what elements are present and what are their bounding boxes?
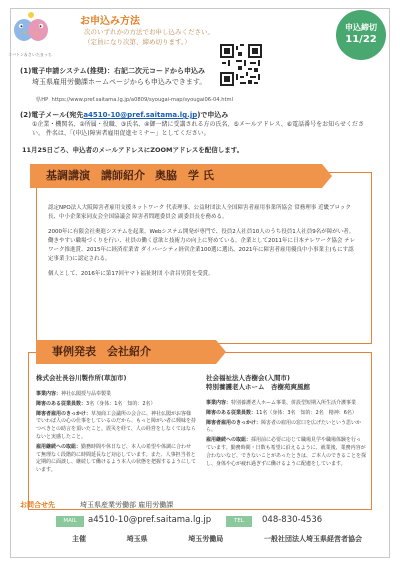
continuation-row: [206, 437, 366, 468]
method2-instructions: ①企業・機関名、②所属・役職、③氏名、④御一緒に受講される方の氏名、⑤メールアドレス、⑥電話番号をお知らせください。 件名は、「(申込)障害者雇用促進セミナー」としてください。: [32, 121, 364, 137]
continuation-value: 採用前に必要に応じて職場見学や職場体験を行っています。勤務時間・日数も希望に沿えるように、就業後、業務内容が合わないなど、できないことがあったときは、ご本人のできることを探し、身体や心が疲れ過ぎずに働けるように配慮をしています。: [206, 437, 366, 467]
sponsor-item: 埼玉県: [126, 535, 148, 543]
method2-title: [20, 110, 228, 120]
profile-paragraph: 2000年に有限会社奥進システムを起業。Webシステム開発が専門で、役員2人社員10人のうち役員1人社員9名が障がい者。働きやすい職場づくりを行い、社員の働く意欲と技術力の向上に努めている。企業として2011年に日本テレワーク協会 テレワーク推進賞、2015年に経済産業省 ダイバーシティ経営企業100選に選出、2021年に障害者雇用優良中小事業主(もにす認定事業主)に認定される。: [48, 229, 356, 262]
employees-label: 障害のある従業員数：: [36, 400, 87, 407]
contact-email-link[interactable]: a4510-10@pref.saitama.lg.jp: [88, 515, 212, 525]
business-row: [36, 391, 196, 399]
continuation-value: 勤務時間や休日など、本人の希望や体調に合わせて無理なく段階的に時間延長など対応しています。また、人事担当者と定期的に面談し、継続して働けるよう本人の状態を把握するようにしています。: [36, 443, 197, 474]
apply-method-instructions: [84, 27, 214, 47]
contact-phone-link[interactable]: 048-830-4536: [262, 515, 323, 525]
apply-instruction-line: 次のいずれかの方法でお申し込みください。: [84, 28, 214, 36]
deadline-badge: [336, 10, 386, 60]
banner-arrow: [216, 340, 226, 364]
deadline-label: 申込締切: [345, 23, 377, 32]
contact-organization: 埼玉県産業労働部 雇用労働課: [80, 501, 174, 509]
trigger-label: 障害者雇用のきっかけ：: [206, 419, 262, 426]
company-name: [206, 374, 366, 392]
mail-badge: MAIL: [56, 516, 84, 527]
business-label: 事業内容：: [36, 391, 62, 397]
employees-value: 11名（身体：3名 知的：2名 精神：6名）: [256, 409, 357, 416]
keynote-banner: [30, 164, 322, 188]
case-study-banner: 事例発表 会社紹介: [36, 340, 216, 364]
sponsor-item: 埼玉労働局: [188, 535, 224, 543]
zoom-note: 11月25日ごろ、申込者のメールアドレスにZOOMアドレスを配信します。: [22, 146, 244, 154]
business-label: 事業内容：: [206, 400, 232, 406]
company-name-line: 特別養護老人ホーム 杏樹苑爽風館: [206, 383, 310, 391]
trigger-row: [36, 411, 196, 442]
employees-value: 3名（身体：1名 知的：2名）: [86, 400, 156, 407]
continuation-label: 雇用継続への取組：: [206, 437, 252, 444]
method1-url-line: [36, 96, 233, 103]
business-value: 特別養護老人ホーム事業、併設型短期入所生活介護事業: [231, 400, 357, 406]
company-name-line: 社会福祉法人杏樹会(入間市): [206, 374, 290, 382]
tel-badge: TEL: [226, 516, 252, 527]
business-row: [206, 400, 366, 408]
method2-title-suffix: )で申込み: [197, 111, 229, 119]
keynote-banner-title: 基調講演 講師紹介: [46, 169, 145, 182]
deadline-date: 11/22: [345, 34, 377, 45]
url-prefix: 県HP: [36, 97, 49, 103]
sponsors-line: [72, 534, 362, 544]
method2-email-link[interactable]: a4510-10@pref.saitama.lg.jp: [83, 111, 198, 119]
apply-method-title: お申込み方法: [80, 16, 140, 27]
trigger-row: [206, 420, 366, 436]
apply-instruction-line: （定員になり次第、締め切ります。）: [84, 38, 191, 46]
mascot-caption: コバトン＆さいたまっち: [8, 52, 52, 57]
sponsor-label: 主催: [72, 535, 86, 543]
profile-paragraph: 個人として、2016年に第17回ヤマト福祉財団 小倉昌男賞を受賞。: [48, 271, 214, 277]
trigger-label: 障害者雇用のきっかけ：: [36, 410, 92, 417]
trigger-value: 草加商工会議所の会合に、神社仏閣がお客様でいわば人の心の仕事をしているのだから、もっと障がい者に興味を持つべきとの助言を頂いたこと。震災を経て、人の経営をしなくてはならないと実感したこと。: [36, 410, 197, 440]
banner-arrow: [322, 164, 332, 188]
trigger-value: 障害者の雇用の窓口を広げたいという思いから。: [206, 419, 362, 434]
business-value: 神社仏閣授与品奉製業: [61, 391, 112, 397]
contact-label: お問合せ先: [20, 501, 55, 509]
continuation-row: [36, 444, 196, 475]
mascot-illustration: [10, 10, 52, 44]
case-study-left: [36, 374, 196, 477]
profile-paragraph: 認定NPO法人大阪障害者雇用支援ネットワーク 代表理事、公益財団法人全国障害者雇用事業所協会 常務理事 近畿ブロック長、中小企業家同友会全国協議会 障害者問題委員会 副委員長を務める。: [48, 205, 351, 220]
speaker-name: 奥脇 学 氏: [155, 169, 214, 182]
method2-title-prefix: (2)電子メール(宛先: [20, 111, 84, 119]
qr-code-icon[interactable]: [220, 44, 262, 86]
prefecture-url-link[interactable]: https://www.pref.saitama.lg.jp/a0809/syougai-map/syougai06-04.html: [51, 97, 234, 103]
company-name: 株式会社長谷川製作所(草加市): [36, 374, 127, 382]
sponsor-item: 一般社団法人埼玉県経営者協会: [263, 535, 362, 543]
case-study-right: [206, 374, 366, 470]
continuation-label: 雇用継続への取組：: [36, 443, 82, 450]
speaker-profile: [48, 204, 358, 285]
method1-subtitle: 埼玉県雇用労働課ホームページからも申込みできます。: [32, 78, 207, 86]
employees-row: [206, 410, 366, 418]
method1-title: (1)電子申請システム(推奨)：右記二次元コードから申込み: [20, 67, 205, 75]
employees-label: 障害のある従業員数：: [206, 409, 257, 416]
employees-row: [36, 401, 196, 409]
